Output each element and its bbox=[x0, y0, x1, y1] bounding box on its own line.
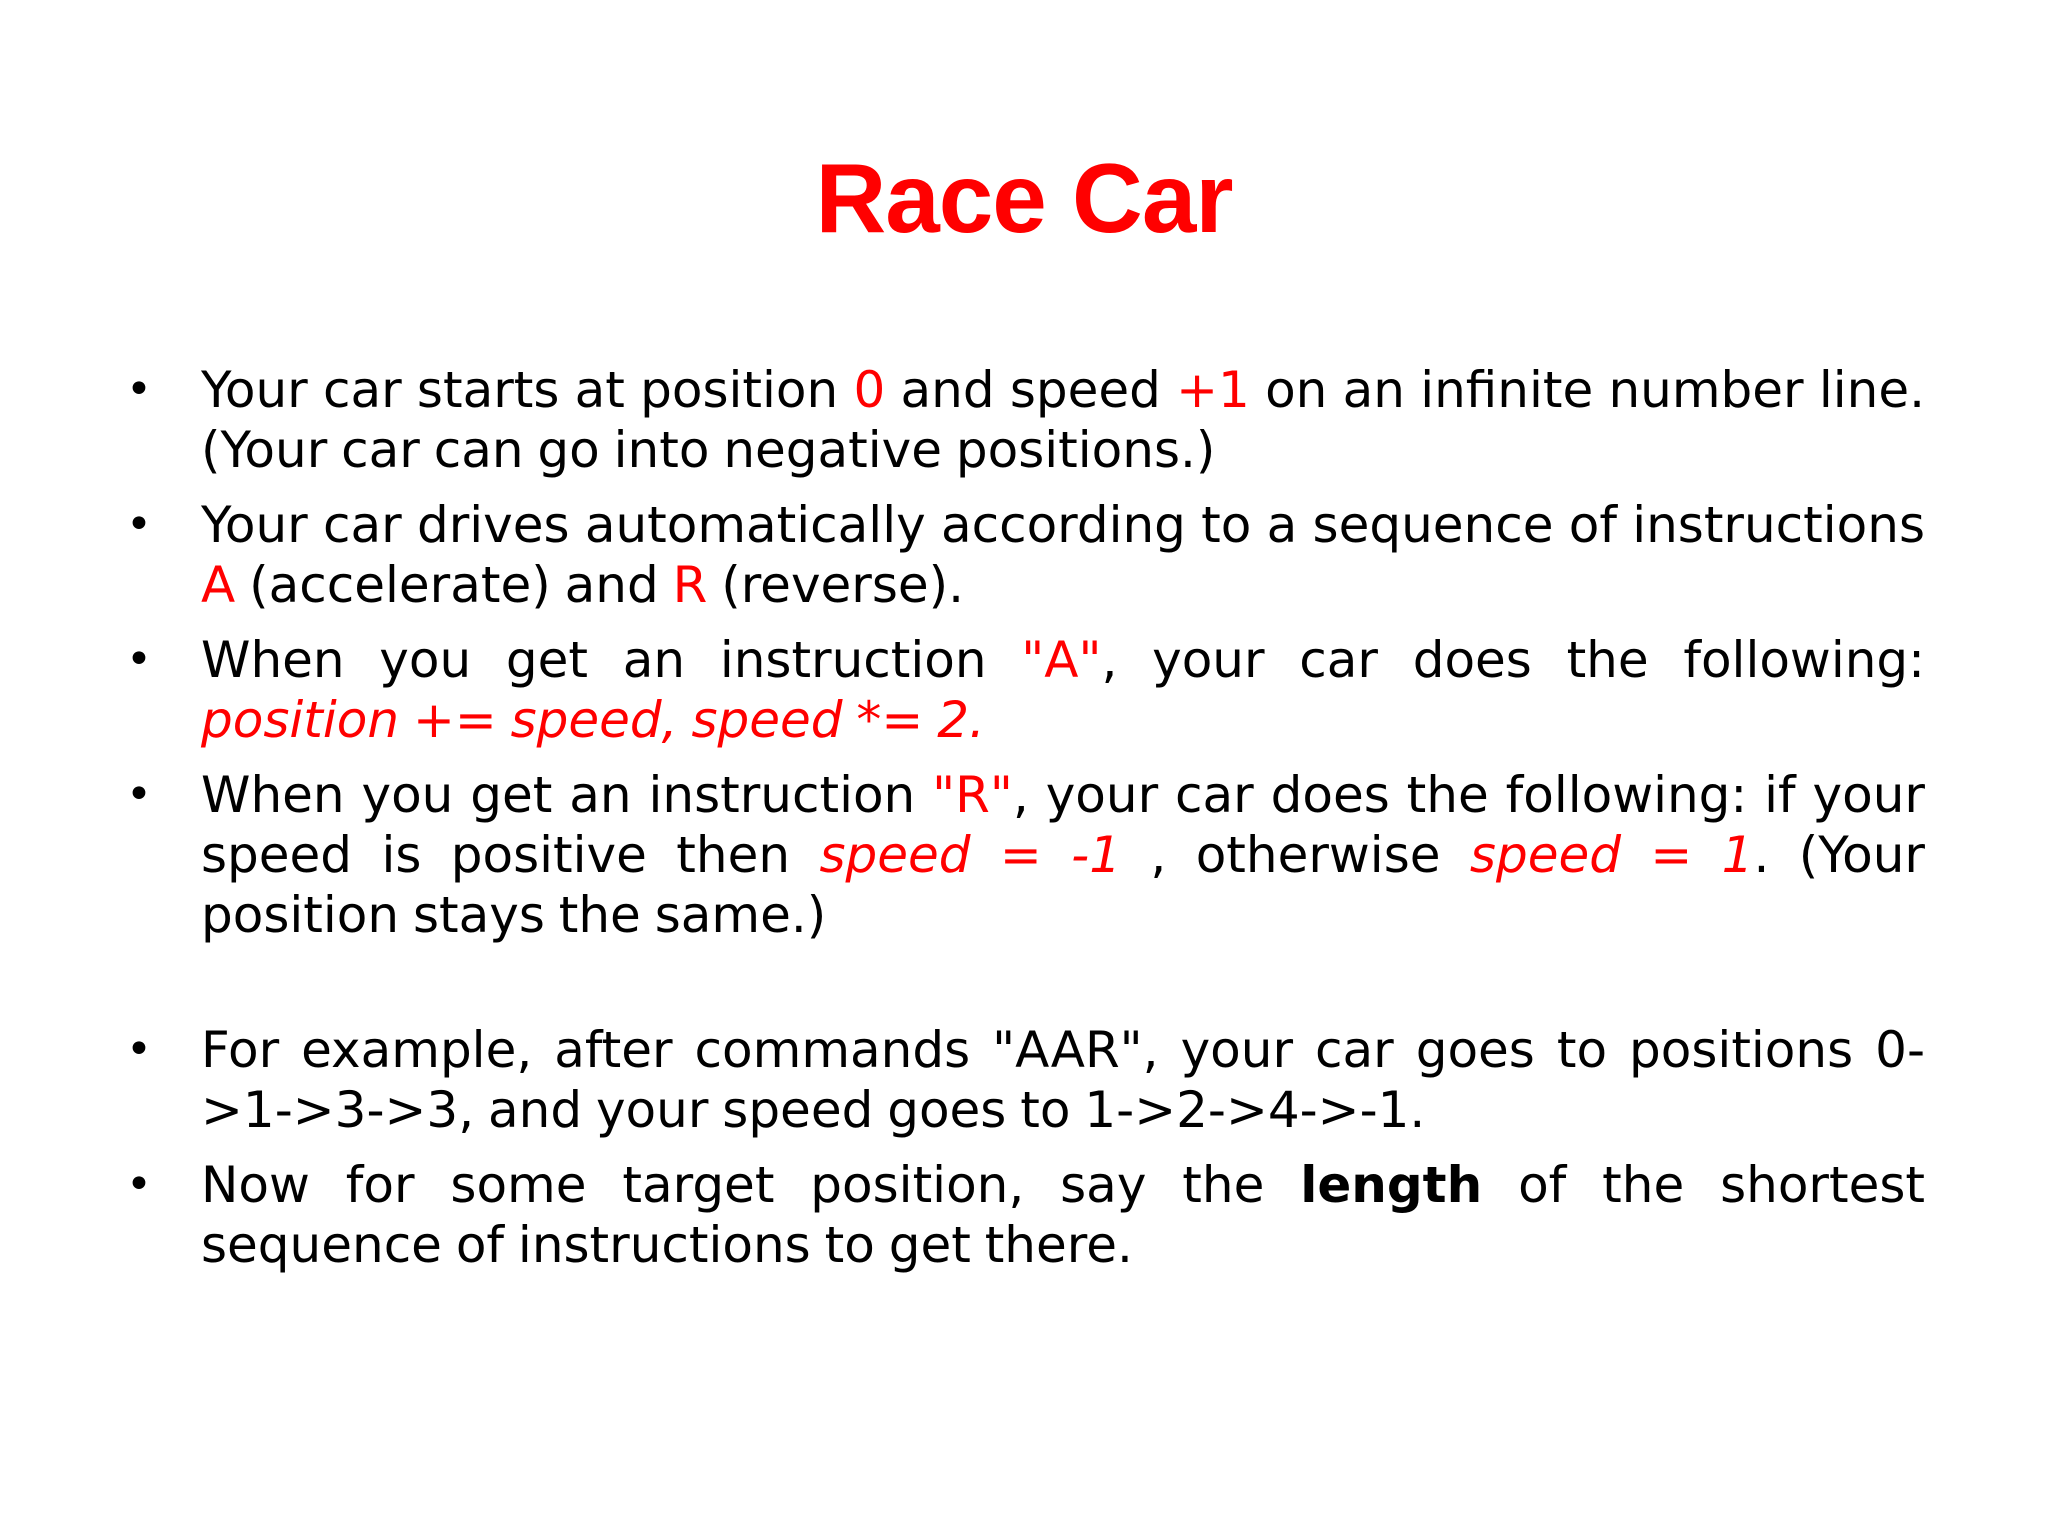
bullet-text: When you get an instruction bbox=[201, 631, 1022, 689]
bullet-text: When you get an instruction bbox=[201, 766, 933, 824]
bullet-icon: • bbox=[126, 634, 152, 685]
bullet-text: For example, after commands "AAR", your car goes to positions 0->1->3->3, and your speed goes to 1->2->4->-1. bbox=[201, 1021, 1925, 1139]
bullet-text: Now for some target position, say the bbox=[201, 1156, 1301, 1214]
bullet-text: (accelerate) and bbox=[235, 556, 673, 614]
bullet-item-example bbox=[120, 1020, 1925, 1140]
bullet-item-instructions bbox=[120, 495, 1925, 615]
highlight-instruction-r: R bbox=[672, 556, 708, 614]
bullet-text: and speed bbox=[885, 361, 1177, 419]
bullet-icon: • bbox=[126, 364, 152, 415]
highlight-position-value: 0 bbox=[853, 361, 886, 419]
bullet-text: Your car starts at position bbox=[201, 361, 854, 419]
highlight-instruction-r-quoted: "R" bbox=[932, 766, 1013, 824]
highlight-accelerate-rule: position += speed, speed *= 2. bbox=[201, 691, 985, 749]
bullet-icon: • bbox=[126, 1024, 152, 1075]
highlight-instruction-a: A bbox=[201, 556, 236, 614]
bullet-item-accelerate bbox=[120, 630, 1925, 750]
bullet-icon: • bbox=[126, 769, 152, 820]
highlight-instruction-a-quoted: "A" bbox=[1021, 631, 1102, 689]
bullet-text: on an infinite number line. (Your car can go into negative positions.) bbox=[201, 361, 1925, 479]
bullet-text: . (Your position stays the same.) bbox=[201, 826, 1925, 944]
bullet-text: , otherwise bbox=[1121, 826, 1470, 884]
highlight-reverse-positive: speed = 1 bbox=[1469, 826, 1754, 884]
bullet-text: Your car drives automatically according to a sequence of instructions bbox=[201, 496, 1925, 554]
bullet-text: , your car does the following: bbox=[1101, 631, 1925, 689]
emphasis-length: length bbox=[1300, 1156, 1483, 1214]
highlight-reverse-negative: speed = -1 bbox=[819, 826, 1122, 884]
bullet-text: of the shortest sequence of instructions to get there. bbox=[201, 1156, 1925, 1274]
bullet-icon: • bbox=[126, 1159, 152, 1210]
bullet-text: , your car does the following: if your speed is positive then bbox=[201, 766, 1925, 884]
bullet-item-reverse bbox=[120, 765, 1925, 945]
bullet-text: (reverse). bbox=[707, 556, 965, 614]
slide-title: Race Car bbox=[815, 143, 1233, 253]
bullet-item-task bbox=[120, 1155, 1925, 1275]
bullet-icon: • bbox=[126, 499, 152, 550]
highlight-speed-value: +1 bbox=[1176, 361, 1250, 419]
bullet-list bbox=[120, 360, 1925, 1290]
bullet-item-start bbox=[120, 360, 1925, 480]
